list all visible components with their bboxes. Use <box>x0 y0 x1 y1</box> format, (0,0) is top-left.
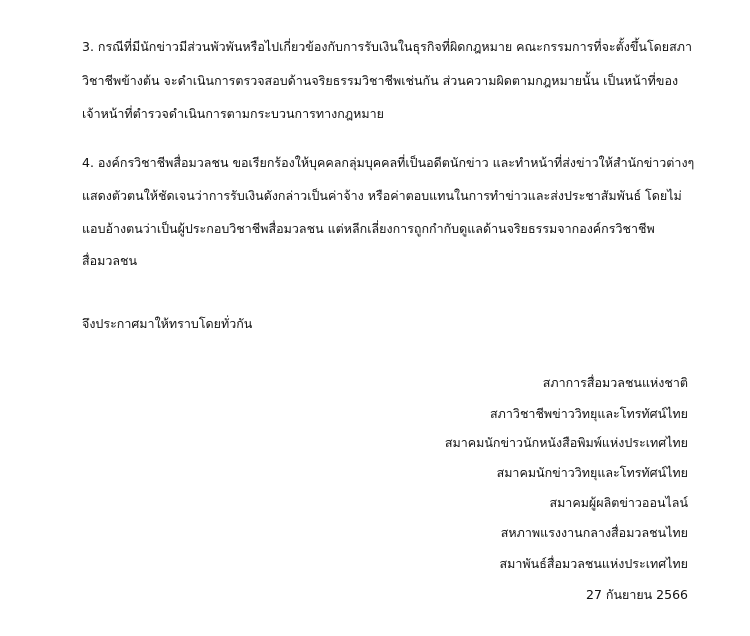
signatory-item: สภาการสื่อมวลชนแห่งชาติ <box>542 375 688 390</box>
signatory-item: สหภาพแรงงานกลางสื่อมวลชนไทย <box>500 525 688 540</box>
announcement-text: จึงประกาศมาให้ทราบโดยทั่วกัน <box>82 316 253 331</box>
signatory-item: สมาคมนักข่าวนักหนังสือพิมพ์แห่งประเทศไทย <box>444 435 688 450</box>
signatory-item: สมาคมผู้ผลิตข่าวออนไลน์ <box>549 495 688 510</box>
paragraph-4-line: แสดงตัวตนให้ชัดเจนว่าการรับเงินดังกล่าวเป็นค่าจ้าง หรือค่าตอบแทนในการทำข่าวและส่งประชาสัมพันธ์ โดยไม่ <box>82 188 682 203</box>
paragraph-4-line: 4. องค์กรวิชาชีพสื่อมวลชน ขอเรียกร้องให้บุคคลกลุ่มบุคคลที่เป็นอดีตนักข่าว และทำหน้าที่ส่งข่าวให้สำนักข่าวต่างๆ <box>82 155 695 170</box>
signatory-item: สมาพันธ์สื่อมวลชนแห่งประเทศไทย <box>499 556 688 571</box>
paragraph-4-line: แอบอ้างตนว่าเป็นผู้ประกอบวิชาชีพสื่อมวลชน แต่หลีกเลี่ยงการถูกกำกับดูแลด้านจริยธรรมจากองค์กรวิชาชีพ <box>82 221 655 236</box>
paragraph-3-line: 3. กรณีที่มีนักข่าวมีส่วนพัวพันหรือไปเกี่ยวข้องกับการรับเงินในธุรกิจที่ผิดกฎหมาย คณะกรรมการที่จะตั้งขึ้นโดยสภา <box>82 39 692 54</box>
signatory-item: สมาคมนักข่าววิทยุและโทรทัศน์ไทย <box>496 465 688 480</box>
paragraph-4-line: สื่อมวลชน <box>82 253 138 268</box>
signatory-item: สภาวิชาชีพข่าววิทยุและโทรทัศน์ไทย <box>490 406 688 421</box>
paragraph-3-line: วิชาชีพข้างต้น จะดำเนินการตรวจสอบด้านจริยธรรมวิชาชีพเช่นกัน ส่วนความผิดตามกฎหมายนั้น เป็นหน้าที่ของ <box>82 73 679 88</box>
paragraph-3-line: เจ้าหน้าที่ตำรวจดำเนินการตามกระบวนการทางกฎหมาย <box>82 106 384 121</box>
document-date: 27 กันยายน 2566 <box>586 587 688 602</box>
